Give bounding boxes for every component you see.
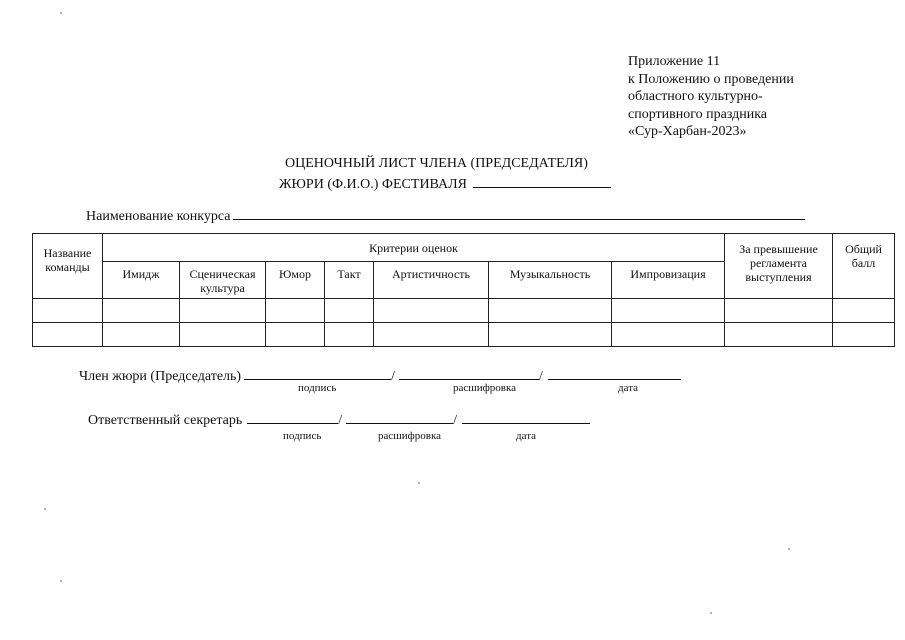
- jury-decoding-blank[interactable]: [399, 367, 539, 380]
- scan-speck: [60, 580, 62, 582]
- secretary-decoding-caption: расшифровка: [378, 430, 442, 442]
- table-cell[interactable]: [325, 299, 374, 323]
- festival-name-blank[interactable]: [473, 175, 611, 188]
- jury-date-caption: дата: [618, 382, 639, 394]
- secretary-signature-blank[interactable]: [247, 411, 338, 424]
- team-name-header: Название команды: [33, 234, 103, 299]
- table-cell[interactable]: [33, 323, 103, 347]
- table-cell[interactable]: [103, 299, 180, 323]
- table-cell[interactable]: [489, 299, 612, 323]
- table-cell[interactable]: [325, 323, 374, 347]
- scan-speck: [788, 548, 790, 550]
- appendix-line: областного культурно-: [628, 89, 763, 105]
- criterion-stage-culture: Сценическая культура: [180, 262, 266, 299]
- table-cell[interactable]: [266, 299, 325, 323]
- table-cell[interactable]: [266, 323, 325, 347]
- secretary-date-caption: дата: [516, 430, 537, 442]
- table-cell[interactable]: [725, 299, 833, 323]
- criteria-header: Критерии оценок: [103, 234, 725, 262]
- total-score-header: Общий балл: [833, 234, 895, 299]
- contest-name-blank[interactable]: [233, 207, 805, 220]
- criterion-image: Имидж: [103, 262, 180, 299]
- table-row: [33, 323, 895, 347]
- criterion-musicality: Музыкальность: [489, 262, 612, 299]
- secretary-signature-caption: подпись: [283, 430, 322, 442]
- criterion-humor: Юмор: [266, 262, 325, 299]
- appendix-line: Приложение 11: [628, 54, 721, 69]
- table-cell[interactable]: [833, 323, 895, 347]
- scan-speck: [44, 508, 46, 510]
- table-cell[interactable]: [33, 299, 103, 323]
- jury-signature-caption: подпись: [298, 382, 337, 394]
- document-title-line1: ОЦЕНОЧНЫЙ ЛИСТ ЧЛЕНА (ПРЕДСЕДАТЕЛЯ): [285, 156, 588, 171]
- appendix-line: к Положению о проведении: [628, 71, 794, 87]
- appendix-note: [628, 53, 794, 141]
- criterion-tact: Такт: [325, 262, 374, 299]
- document-title-text: ЖЮРИ (Ф.И.О.) ФЕСТИВАЛЯ: [279, 177, 467, 192]
- criterion-artistry: Артистичность: [374, 262, 489, 299]
- appendix-line: «Сур-Харбан-2023»: [628, 124, 747, 140]
- jury-date-blank[interactable]: [548, 367, 681, 380]
- scan-speck: [418, 482, 420, 484]
- table-cell[interactable]: [612, 299, 725, 323]
- table-cell[interactable]: [612, 323, 725, 347]
- table-cell[interactable]: [180, 299, 266, 323]
- table-cell[interactable]: [374, 299, 489, 323]
- secretary-decoding-blank[interactable]: [346, 411, 453, 424]
- jury-signature-blank[interactable]: [244, 367, 391, 380]
- jury-decoding-caption: расшифровка: [453, 382, 517, 394]
- jury-signature-row: Член жюри (Председатель) / /: [79, 367, 681, 385]
- scan-speck: [60, 12, 62, 14]
- secretary-label: Ответственный секретарь: [88, 413, 243, 428]
- overtime-header: За превышение регламента выступления: [725, 234, 833, 299]
- table-cell[interactable]: [374, 323, 489, 347]
- table-cell[interactable]: [180, 323, 266, 347]
- contest-name-label: Наименование конкурса: [86, 209, 231, 224]
- contest-name-row: [86, 207, 805, 225]
- table-cell[interactable]: [833, 299, 895, 323]
- score-table: [32, 233, 895, 347]
- document-title-line2: [279, 175, 611, 193]
- secretary-date-blank[interactable]: [462, 411, 590, 424]
- criterion-improvisation: Импровизация: [612, 262, 725, 299]
- jury-label: Член жюри (Председатель): [79, 369, 242, 384]
- table-cell[interactable]: [725, 323, 833, 347]
- table-row: [33, 299, 895, 323]
- scan-speck: [710, 612, 712, 614]
- secretary-signature-row: Ответственный секретарь / /: [88, 411, 590, 429]
- table-cell[interactable]: [489, 323, 612, 347]
- appendix-line: спортивного праздника: [628, 106, 768, 122]
- table-header-row: [33, 234, 895, 262]
- table-cell[interactable]: [103, 323, 180, 347]
